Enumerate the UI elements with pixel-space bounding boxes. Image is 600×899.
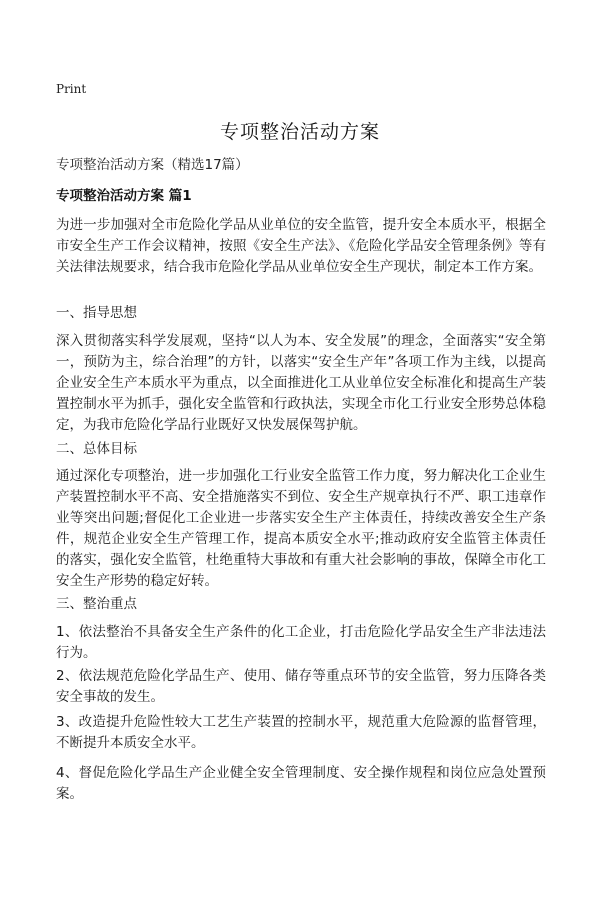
intro-paragraph: 为进一步加强对全市危险化学品从业单位的安全监管，提升安全本质水平，根据全市安全生产工作会议精神，按照《安全生产法》、《危险化学品安全管理条例》等有关法律法规要求，结合我市危险化学品从业单位安全生产现状，制定本工作方案。 <box>56 217 546 275</box>
list-item-3: 3、改造提升危险性较大工艺生产装置的控制水平，规范重大危险源的监督管理，不断提升本质安全水平。 <box>56 714 546 751</box>
document-subtitle: 专项整治活动方案（精选17篇） <box>56 157 249 173</box>
section-title: 专项整治活动方案 篇1 <box>56 188 192 204</box>
heading-overall-goal: 二、总体目标 <box>56 441 137 457</box>
list-item-4: 4、督促危险化学品生产企业健全安全管理制度、安全操作规程和岗位应急处置预案。 <box>56 765 546 802</box>
paragraph-guiding-ideology: 深入贯彻落实科学发展观，坚持“以人为本、安全发展”的理念，全面落实“安全第一，预防为主，综合治理”的方针，以落实“安全生产年”各项工作为主线，以提高企业安全生产本质水平为重点，以全面推进化工从业单位安全标准化和提高生产装置控制水平为抓手，强化安全监管和行政执法，实现全市化工行业安全形势总体稳定，为我市危险化学品行业既好又快发展保驾护航。 <box>56 333 546 433</box>
document-title: 专项整治活动方案 <box>219 121 380 143</box>
paragraph-overall-goal: 通过深化专项整治，进一步加强化工行业安全监管工作力度，努力解决化工企业生产装置控制水平不高、安全措施落实不到位、安全生产规章执行不严、职工违章作业等突出问题;督促化工企业进一步落实安全生产主体责任，持续改善安全生产条件，规范企业安全生产管理工作，提高本质安全水平;推动政府安全监管主体责任的落实，强化安全监管，杜绝重特大事故和有重大社会影响的事故，保障全市化工安全生产形势的稳定好转。 <box>56 468 546 589</box>
heading-guiding-ideology: 一、指导思想 <box>56 305 137 321</box>
heading-key-points: 三、整治重点 <box>56 596 137 612</box>
list-item-1: 1、依法整治不具备安全生产条件的化工企业，打击危险化学品安全生产非法违法行为。 <box>56 624 546 661</box>
print-label[interactable]: Print <box>56 82 87 96</box>
list-item-2: 2、依法规范危险化学品生产、使用、储存等重点环节的安全监管，努力压降各类安全事故的发生。 <box>56 668 546 705</box>
